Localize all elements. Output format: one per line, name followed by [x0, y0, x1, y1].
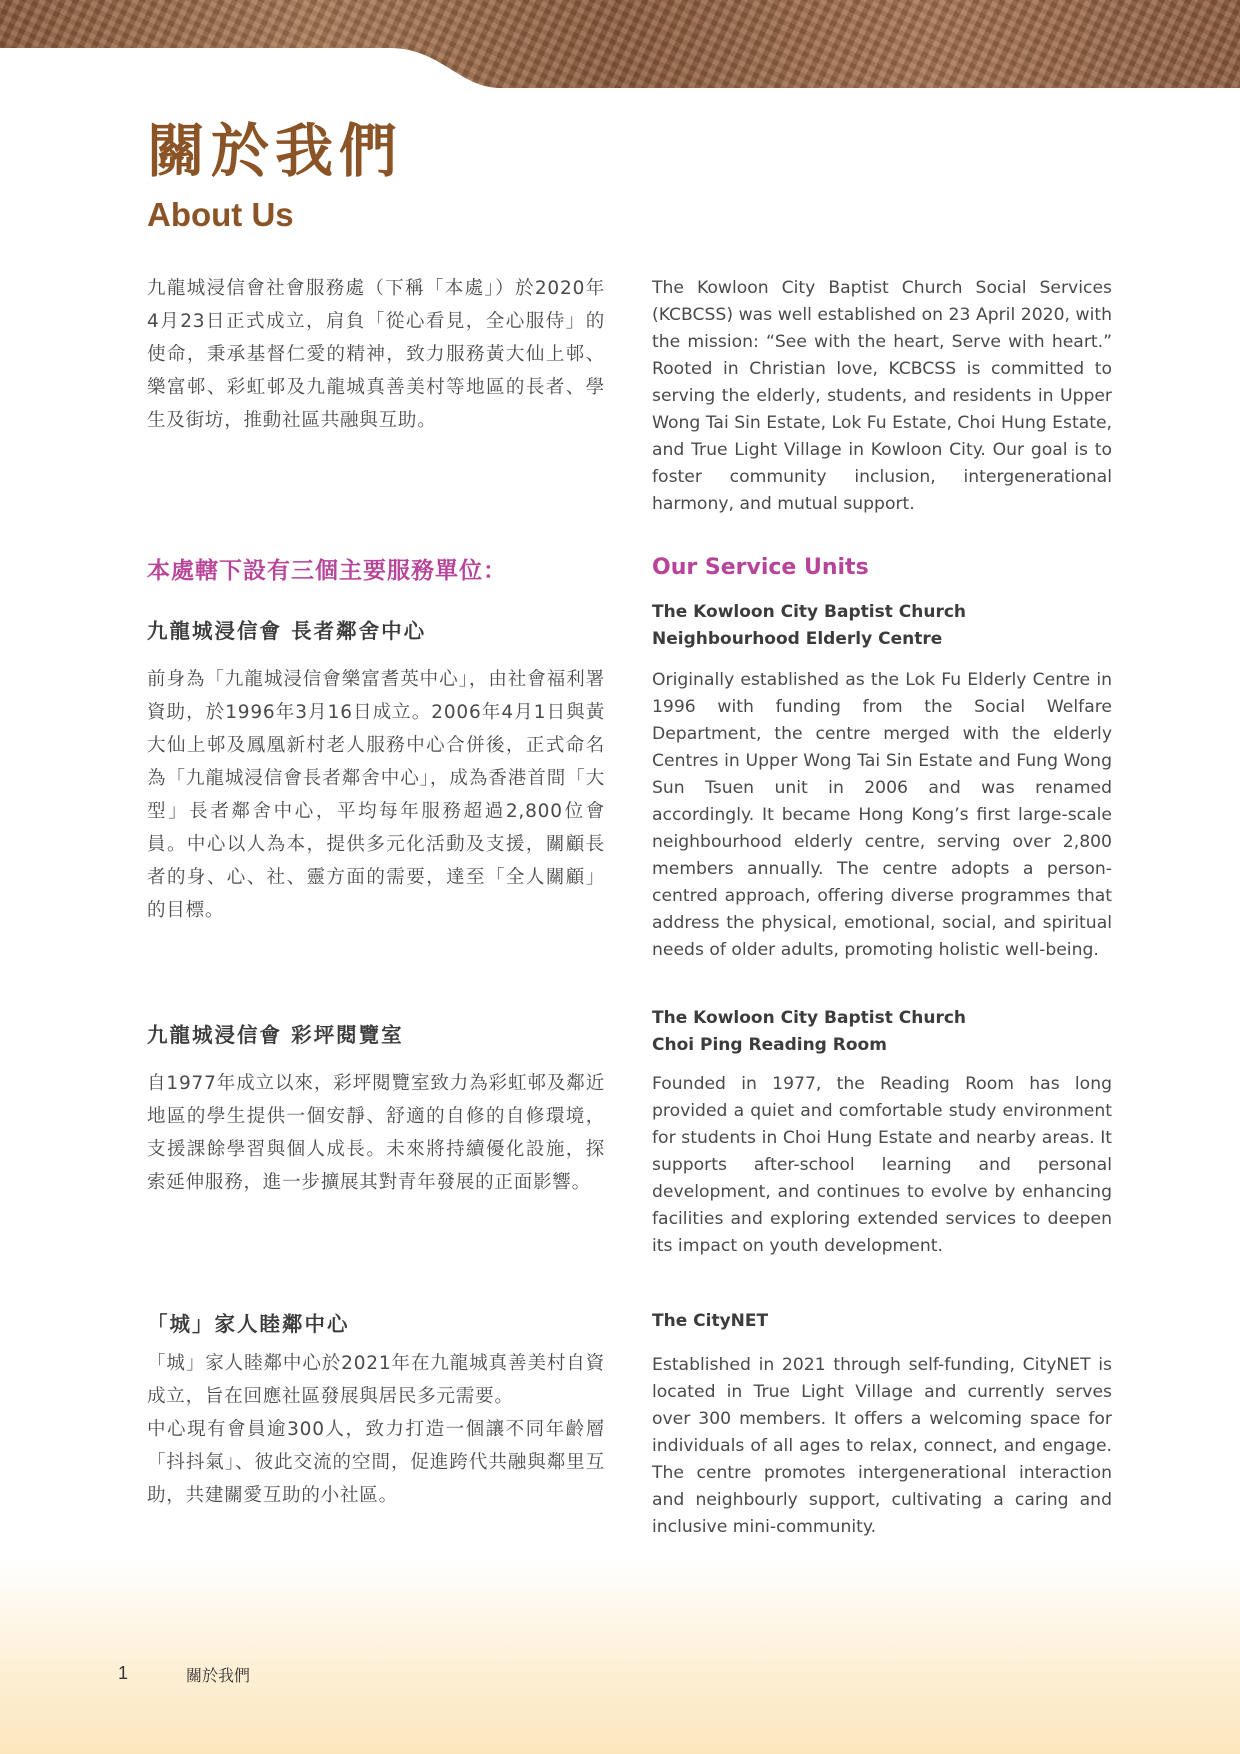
service-units-heading-zh: 本處轄下設有三個主要服務單位： [147, 558, 507, 584]
footer-gradient [0, 1560, 1240, 1754]
unit-reading-room-title-zh: 九龍城浸信會 彩坪閱覽室 [147, 1023, 404, 1047]
unit-title-line: Neighbourhood Elderly Centre [652, 629, 943, 649]
unit-elderly-centre-title-zh: 九龍城浸信會 長者鄰舍中心 [147, 619, 427, 643]
unit-citynet-desc-zh-2: 中心現有會員逾300人，致力打造一個讓不同年齡層「抖抖氣」、彼此交流的空間，促進跨代共融與鄰里互助，共建關愛互助的小社區。 [147, 1419, 605, 1506]
page-title-zh: 關於我們 [147, 117, 404, 185]
intro-text-zh: 九龍城浸信會社會服務處（下稱「本處」）於2020年4月23日正式成立，肩負「從心看見，全心服侍」的使命，秉承基督仁愛的精神，致力服務黃大仙上邨、樂富邨、彩虹邨及九龍城真善美村等地區的長者、學生及街坊，推動社區共融與互助。 [147, 278, 605, 431]
unit-reading-room-desc-en: Founded in 1977, the Reading Room has long provided a quiet and comfortable study environment for students in Choi Hung Estate and nearby areas. It supports after-school learning and personal development, and continues to evolve by enhancing facilities and exploring extended services to deepen its impact on youth development. [652, 1074, 1112, 1256]
banner-curve-overlay [0, 0, 1240, 90]
footer-section-label: 關於我們 [186, 1666, 251, 1685]
unit-elderly-centre-desc-en: Originally established as the Lok Fu Elderly Centre in 1996 with funding from the Social Welfare Department, the centre merged with the elderly Centres in Upper Wong Tai Sin Estate and Fung Wong Sun Tsuen unit in 2006 and was renamed accordingly. It became Hong Kong’s first large-scale neighbourhood elderly centre, serving over 2,800 members annually. The centre adopts a person-centred approach, offering diverse programmes that address the physical, emotional, social, and spiritual needs of older adults, promoting holistic well-being. [652, 670, 1112, 960]
page-title-en: About Us [147, 196, 294, 233]
unit-reading-room-title-en [652, 1005, 1112, 1059]
unit-title-line: The Kowloon City Baptist Church [652, 602, 967, 622]
unit-reading-room-desc-zh: 自1977年成立以來，彩坪閱覽室致力為彩虹邨及鄰近地區的學生提供一個安靜、舒適的自修的自修環境，支援課餘學習與個人成長。未來將持續優化設施，探索延伸服務，進一步擴展其對青年發展的正面影響。 [147, 1073, 605, 1193]
unit-citynet-desc-en: Established in 2021 through self-funding, CityNET is located in True Light Village and currently serves over 300 members. It offers a welcoming space for individuals of all ages to relax, connect, and engage. The centre promotes intergenerational interaction and neighbourly support, cultivating a caring and inclusive mini-community. [652, 1355, 1112, 1537]
unit-citynet-title-zh: 「城」家人睦鄰中心 [147, 1312, 350, 1336]
intro-text-en: The Kowloon City Baptist Church Social Services (KCBCSS) was well established on 23 April 2020, with the mission: “See with the heart, Serve with heart.” Rooted in Christian love, KCBCSS is committed to serving the elderly, students, and residents in Upper Wong Tai Sin Estate, Lok Fu Estate, Choi Hung Estate, and True Light Village in Kowloon City. Our goal is to foster community inclusion, intergenerational harmony, and mutual support. [652, 278, 1112, 514]
page-number: 1 [118, 1663, 129, 1683]
unit-elderly-centre-title-en [652, 599, 1112, 653]
service-units-heading-en: Our Service Units [652, 555, 869, 580]
unit-title-line: The Kowloon City Baptist Church [652, 1008, 967, 1028]
unit-elderly-centre-desc-zh: 前身為「九龍城浸信會樂富耆英中心」，由社會福利署資助，於1996年3月16日成立。2006年4月1日與黃大仙上邨及鳳凰新村老人服務中心合併後，正式命名為「九龍城浸信會長者鄰舍中心」，成為香港首間「大型」長者鄰舍中心，平均每年服務超過2,800位會員。中心以人為本，提供多元化活動及支援，關顧長者的身、心、社、靈方面的需要，達至「全人關顧」的目標。 [147, 669, 605, 921]
unit-citynet-title-en: The CityNET [652, 1311, 769, 1331]
unit-citynet-desc-zh-1: 「城」家人睦鄰中心於2021年在九龍城真善美村自資成立，旨在回應社區發展與居民多元需要。 [147, 1353, 605, 1407]
unit-title-line: Choi Ping Reading Room [652, 1035, 887, 1055]
